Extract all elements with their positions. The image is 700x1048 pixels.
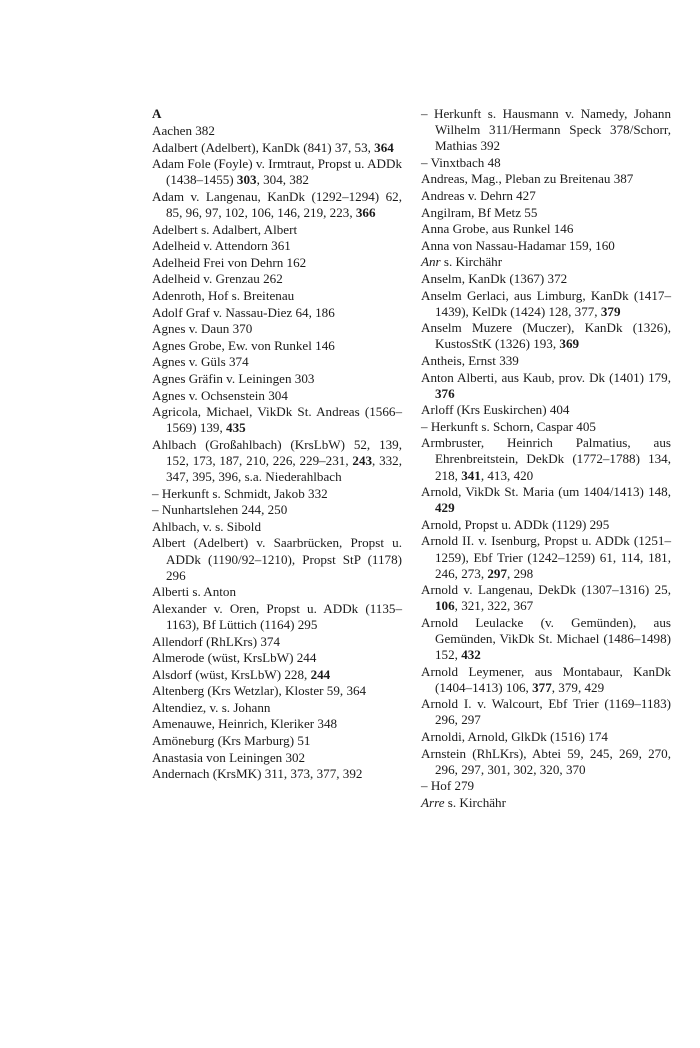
index-entry-list-right bbox=[421, 106, 671, 811]
index-entry: Arloff (Krs Euskirchen) 404 bbox=[421, 402, 570, 418]
index-entry: – Vinxtbach 48 bbox=[421, 154, 501, 170]
index-entry: Albert (Adelbert) v. Saarbrücken, Propst u. ADDk (1190/92–1210), Propst StP (1178) 296 bbox=[152, 535, 402, 583]
index-entry: Arnold Leulacke (v. Gemünden), aus Gemünden, VikDk St. Michael (1486–1498) 152, 432 bbox=[421, 614, 671, 663]
index-entry: – Nunhartslehen 244, 250 bbox=[152, 502, 288, 518]
index-column-left bbox=[152, 106, 402, 783]
index-entry: Agnes Gräfin v. Leiningen 303 bbox=[152, 371, 315, 386]
index-entry: Ahlbach, v. s. Sibold bbox=[152, 518, 261, 534]
index-entry: Andreas v. Dehrn 427 bbox=[421, 187, 536, 203]
index-entry: Ahlbach (Großahlbach) (KrsLbW) 52, 139, 152, 173, 187, 210, 226, 229–231, 243, 332, 347, 395, 396, s.a. Niederahlbach bbox=[152, 436, 403, 485]
index-entry: Adalbert (Adelbert), KanDk (841) 37, 53, 364 bbox=[152, 139, 394, 155]
index-entry: Andernach (KrsMK) 311, 373, 377, 392 bbox=[152, 766, 363, 782]
index-entry: Arnstein (RhLKrs), Abtei 59, 245, 269, 270, 296, 297, 301, 302, 320, 370 bbox=[421, 745, 671, 777]
index-entry: – Herkunft s. Schorn, Caspar 405 bbox=[421, 418, 596, 434]
index-entry: Adenroth, Hof s. Breitenau bbox=[152, 288, 295, 304]
index-entry: Arnold v. Langenau, DekDk (1307–1316) 25, 106, 321, 322, 367 bbox=[421, 582, 671, 614]
index-entry: Alsdorf (wüst, KrsLbW) 228, 244 bbox=[152, 666, 331, 682]
index-entry: Armbruster, Heinrich Palmatius, aus Ehrenbreitstein, DekDk (1772–1788) 134, 218, 341, 413, 420 bbox=[421, 435, 671, 483]
index-entry: Arnoldi, Arnold, GlkDk (1516) 174 bbox=[421, 729, 608, 745]
index-entry: Anna von Nassau-Hadamar 159, 160 bbox=[421, 237, 615, 253]
index-entry: Arre s. Kirchähr bbox=[421, 794, 506, 810]
index-entry: Adolf Graf v. Nassau-Diez 64, 186 bbox=[152, 304, 335, 320]
index-entry: Anselm Muzere (Muczer), KanDk (1326), KustosStK (1326) 193, 369 bbox=[421, 320, 671, 352]
index-entry: Arnold, Propst u. ADDk (1129) 295 bbox=[421, 516, 610, 532]
index-entry: Almerode (wüst, KrsLbW) 244 bbox=[152, 650, 317, 666]
index-entry: Agnes v. Ochsenstein 304 bbox=[152, 387, 288, 403]
index-entry: Anselm Gerlaci, aus Limburg, KanDk (1417–1439), KelDk (1424) 128, 377, 379 bbox=[421, 287, 671, 319]
index-entry: Adam v. Langenau, KanDk (1292–1294) 62, 85, 96, 97, 102, 106, 146, 219, 223, 366 bbox=[152, 188, 402, 221]
index-entry: Alexander v. Oren, Propst u. ADDk (1135–1163), Bf Lüttich (1164) 295 bbox=[152, 600, 402, 632]
index-entry: Amenauwe, Heinrich, Kleriker 348 bbox=[152, 716, 338, 732]
index-entry: Agnes Grobe, Ew. von Runkel 146 bbox=[152, 337, 335, 353]
index-entry: Anastasia von Leiningen 302 bbox=[152, 749, 306, 765]
index-entry: Adelbert s. Adalbert, Albert bbox=[152, 221, 298, 237]
index-entry: Arnold II. v. Isenburg, Propst u. ADDk (1251–1259), Ebf Trier (1242–1259) 61, 114, 181, 246, 273, 297, 298 bbox=[421, 533, 671, 581]
index-entry: Agnes v. Daun 370 bbox=[152, 321, 253, 337]
index-entry: – Herkunft s. Hausmann v. Namedy, Johann Wilhelm 311/Hermann Speck 378/Schorr, Mathias 392 bbox=[421, 106, 671, 154]
index-entry: Aachen 382 bbox=[152, 123, 215, 139]
index-entry: Altendiez, v. s. Johann bbox=[152, 699, 271, 715]
index-entry: Adelheid Frei von Dehrn 162 bbox=[152, 254, 307, 270]
index-entry: Adam Fole (Foyle) v. Irmtraut, Propst u. ADDk (1438–1455) 303, 304, 382 bbox=[152, 156, 402, 188]
index-entry: Adelheid v. Grenzau 262 bbox=[152, 271, 283, 287]
index-entry: Angilram, Bf Metz 55 bbox=[421, 204, 538, 220]
index-entry: Anna Grobe, aus Runkel 146 bbox=[421, 221, 574, 237]
index-entry: Altenberg (Krs Wetzlar), Kloster 59, 364 bbox=[152, 683, 367, 699]
index-entry: – Herkunft s. Schmidt, Jakob 332 bbox=[152, 485, 328, 501]
index-entry: Adelheid v. Attendorn 361 bbox=[152, 238, 291, 254]
index-entry-list-left bbox=[152, 123, 402, 782]
letter-heading: A bbox=[152, 106, 162, 121]
index-entry: Anr s. Kirchähr bbox=[421, 254, 503, 270]
index-entry: Andreas, Mag., Pleban zu Breitenau 387 bbox=[421, 171, 634, 187]
index-entry: Anselm, KanDk (1367) 372 bbox=[421, 270, 568, 286]
index-column-right bbox=[421, 106, 671, 812]
index-entry: Allendorf (RhLKrs) 374 bbox=[152, 633, 281, 649]
index-entry: Agricola, Michael, VikDk St. Andreas (1566–1569) 139, 435 bbox=[152, 404, 402, 436]
index-entry: Arnold I. v. Walcourt, Ebf Trier (1169–1183) 296, 297 bbox=[421, 696, 671, 728]
index-entry: Antheis, Ernst 339 bbox=[421, 352, 519, 368]
index-entry: Alberti s. Anton bbox=[152, 584, 237, 600]
index-entry: Agnes v. Güls 374 bbox=[152, 354, 249, 370]
index-entry: – Hof 279 bbox=[421, 778, 475, 794]
index-entry: Amöneburg (Krs Marburg) 51 bbox=[152, 733, 311, 749]
index-entry: Arnold, VikDk St. Maria (um 1404/1413) 148, 429 bbox=[421, 484, 671, 516]
index-entry: Arnold Leymener, aus Montabaur, KanDk (1404–1413) 106, 377, 379, 429 bbox=[421, 663, 671, 695]
index-entry: Anton Alberti, aus Kaub, prov. Dk (1401) 179, 376 bbox=[421, 369, 671, 401]
